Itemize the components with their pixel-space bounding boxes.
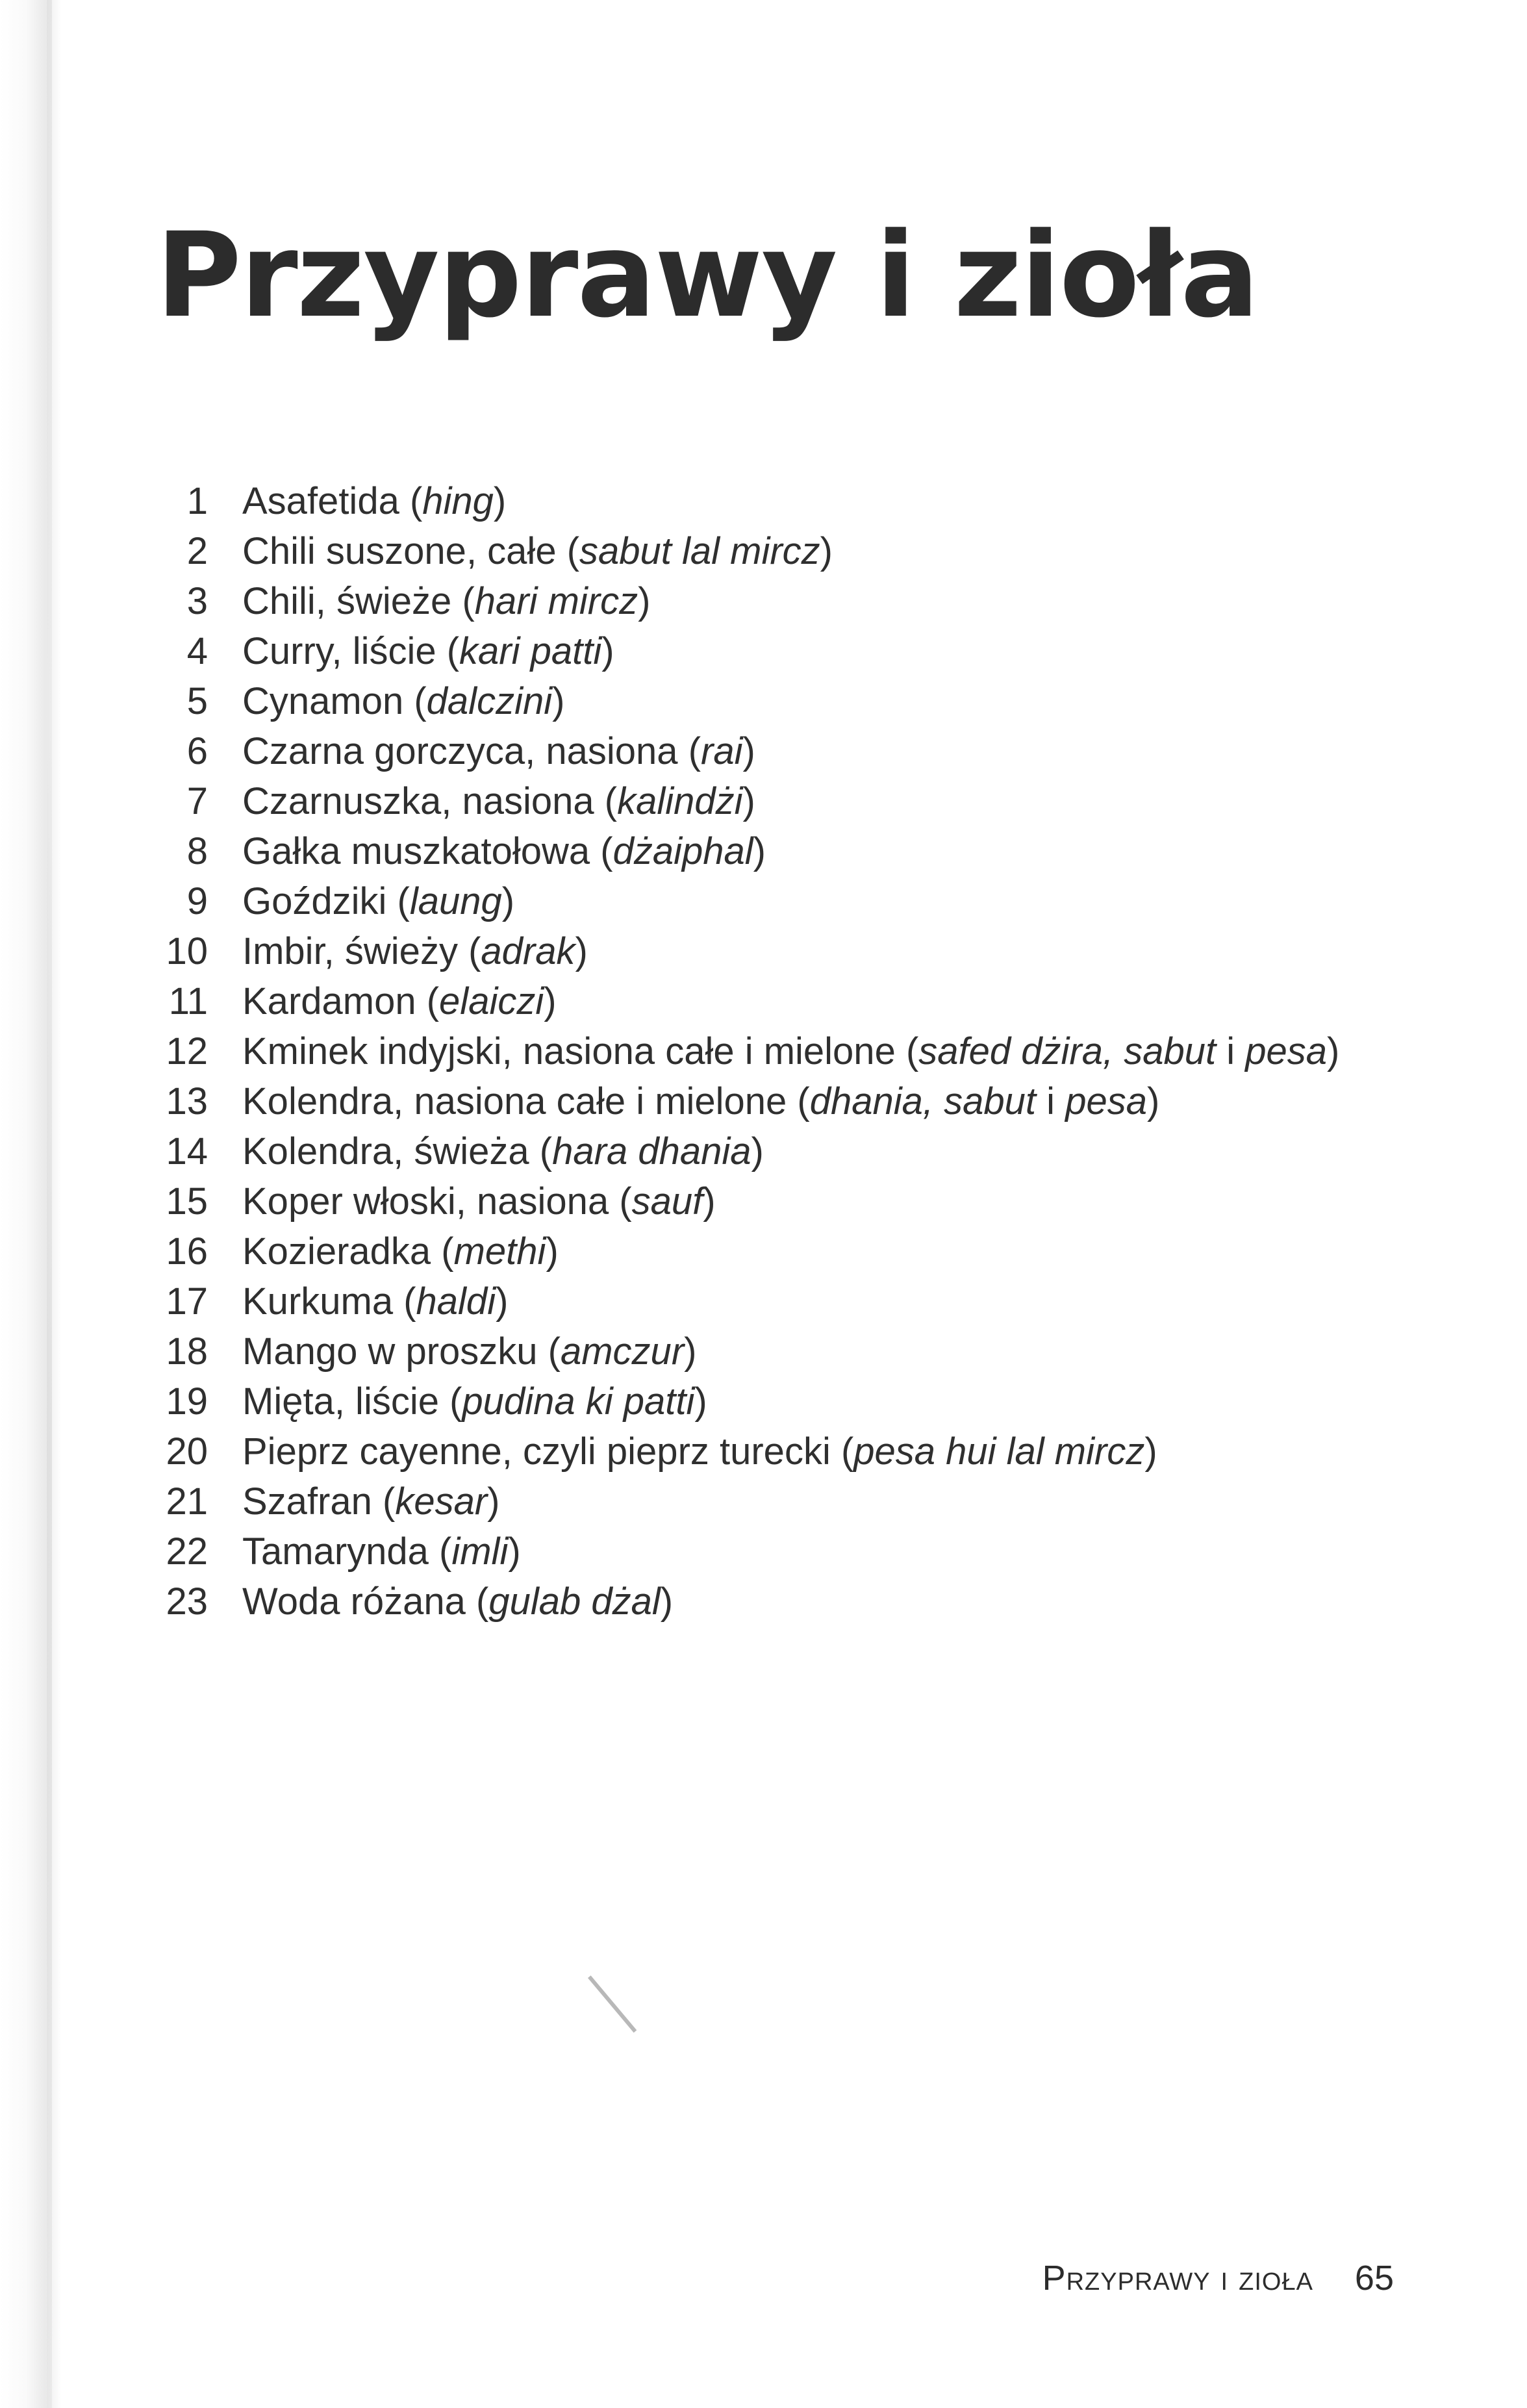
list-item bbox=[143, 976, 1377, 1026]
item-number: 4 bbox=[186, 630, 208, 672]
item-local-name: imli bbox=[451, 1530, 509, 1573]
list-item bbox=[143, 476, 1377, 526]
item-number: 14 bbox=[166, 1130, 208, 1172]
list-item bbox=[143, 1026, 1377, 1076]
list-item bbox=[143, 626, 1377, 676]
item-name: Tamarynda bbox=[242, 1530, 429, 1573]
item-number: 20 bbox=[166, 1430, 208, 1473]
list-item bbox=[143, 876, 1377, 926]
item-local-name: haldi bbox=[416, 1280, 496, 1323]
item-number: 5 bbox=[186, 680, 208, 722]
item-local-name: kalindżi bbox=[617, 780, 743, 822]
item-joiner: i bbox=[1226, 1030, 1235, 1072]
item-text: Czarna gorczyca, nasiona (rai) bbox=[242, 730, 755, 772]
item-name: Mięta, liście bbox=[242, 1380, 439, 1423]
item-local-name: dżaiphal bbox=[612, 830, 753, 872]
item-number: 12 bbox=[166, 1030, 208, 1072]
spice-list bbox=[143, 476, 1377, 1627]
item-number: 9 bbox=[186, 880, 208, 922]
item-number: 10 bbox=[166, 930, 208, 972]
item-name: Kurkuma bbox=[242, 1280, 394, 1323]
item-number: 21 bbox=[166, 1480, 208, 1523]
item-number: 23 bbox=[166, 1580, 208, 1623]
item-name: Kminek indyjski, nasiona całe i mielone bbox=[242, 1030, 896, 1072]
item-text: Mango w proszku (amczur) bbox=[242, 1330, 697, 1373]
item-name: Czarna gorczyca, nasiona bbox=[242, 730, 678, 772]
item-local-name: amczur bbox=[560, 1330, 685, 1373]
item-text: Chili suszone, całe (sabut lal mircz) bbox=[242, 530, 833, 572]
item-text: Imbir, świeży (adrak) bbox=[242, 930, 588, 972]
item-text: Asafetida (hing) bbox=[242, 480, 507, 522]
item-local-name: sabut lal mircz bbox=[579, 530, 820, 572]
item-name: Kolendra, nasiona całe i mielone bbox=[242, 1080, 787, 1122]
item-number: 18 bbox=[166, 1330, 208, 1373]
item-local-name: dalczini bbox=[426, 680, 553, 722]
list-item bbox=[143, 1527, 1377, 1577]
item-local-name: safed dżira, sabut bbox=[918, 1030, 1217, 1072]
item-text: Curry, liście (kari patti) bbox=[242, 630, 614, 672]
item-name: Curry, liście bbox=[242, 630, 436, 672]
item-name: Goździki bbox=[242, 880, 387, 922]
item-number: 15 bbox=[166, 1180, 208, 1223]
list-item bbox=[143, 1577, 1377, 1627]
item-text: Chili, świeże (hari mircz) bbox=[242, 580, 651, 622]
item-local-name: hari mircz bbox=[474, 580, 638, 622]
list-item bbox=[143, 1476, 1377, 1527]
item-number: 16 bbox=[166, 1230, 208, 1273]
item-text: Tamarynda (imli) bbox=[242, 1530, 521, 1573]
list-item bbox=[143, 1326, 1377, 1376]
item-local-name: pesa bbox=[1245, 1030, 1328, 1072]
item-number: 11 bbox=[168, 980, 208, 1022]
item-local-name: adrak bbox=[481, 930, 575, 972]
item-name: Pieprz cayenne, czyli pieprz turecki bbox=[242, 1430, 831, 1473]
item-text: Koper włoski, nasiona (sauf) bbox=[242, 1180, 716, 1223]
item-name: Kozieradka bbox=[242, 1230, 431, 1273]
list-item bbox=[143, 726, 1377, 776]
item-local-name: pesa hui lal mircz bbox=[853, 1430, 1145, 1473]
item-name: Kolendra, świeża bbox=[242, 1130, 529, 1172]
item-text: Cynamon (dalczini) bbox=[242, 680, 565, 722]
item-text: Mięta, liście (pudina ki patti) bbox=[242, 1380, 707, 1423]
item-name: Asafetida bbox=[242, 480, 399, 522]
item-local-name: methi bbox=[453, 1230, 546, 1273]
item-name: Chili suszone, całe bbox=[242, 530, 557, 572]
item-number: 7 bbox=[186, 780, 208, 822]
item-local-name: hara dhania bbox=[552, 1130, 751, 1172]
item-text: Pieprz cayenne, czyli pieprz turecki (pesa hui lal mircz) bbox=[242, 1430, 1157, 1473]
item-text: Woda różana (gulab dżal) bbox=[242, 1580, 674, 1623]
item-local-name: kesar bbox=[395, 1480, 488, 1523]
item-text: Kurkuma (haldi) bbox=[242, 1280, 509, 1323]
item-text: Kminek indyjski, nasiona całe i mielone (safed dżira, sabut i pesa) bbox=[242, 1030, 1340, 1072]
item-text: Szafran (kesar) bbox=[242, 1480, 500, 1523]
item-text: Gałka muszkatołowa (dżaiphal) bbox=[242, 830, 766, 872]
item-name: Imbir, świeży bbox=[242, 930, 458, 972]
list-item bbox=[143, 1426, 1377, 1476]
item-number: 13 bbox=[166, 1080, 208, 1122]
item-name: Kardamon bbox=[242, 980, 416, 1022]
item-text: Kozieradka (methi) bbox=[242, 1230, 559, 1273]
item-name: Szafran bbox=[242, 1480, 372, 1523]
list-item bbox=[143, 1376, 1377, 1426]
item-name: Gałka muszkatołowa bbox=[242, 830, 590, 872]
item-number: 2 bbox=[186, 530, 208, 572]
item-local-name: elaiczi bbox=[439, 980, 544, 1022]
list-item bbox=[143, 676, 1377, 726]
running-head: Przyprawy i zioła bbox=[1042, 2259, 1313, 2298]
item-local-name: gulab dżal bbox=[488, 1580, 661, 1623]
list-item bbox=[143, 1226, 1377, 1276]
item-number: 8 bbox=[186, 830, 208, 872]
item-number: 17 bbox=[166, 1280, 208, 1323]
item-name: Woda różana bbox=[242, 1580, 466, 1623]
list-item bbox=[143, 1276, 1377, 1326]
item-number: 6 bbox=[186, 730, 208, 772]
list-item bbox=[143, 826, 1377, 876]
item-name: Czarnuszka, nasiona bbox=[242, 780, 594, 822]
list-item bbox=[143, 576, 1377, 626]
list-item bbox=[143, 1076, 1377, 1126]
item-text: Goździki (laung) bbox=[242, 880, 515, 922]
item-local-name: dhania, sabut bbox=[809, 1080, 1037, 1122]
item-name: Mango w proszku bbox=[242, 1330, 538, 1373]
item-local-name: hing bbox=[422, 480, 494, 522]
item-local-name: pesa bbox=[1065, 1080, 1147, 1122]
item-local-name: kari patti bbox=[459, 630, 602, 672]
list-item bbox=[143, 1126, 1377, 1176]
gutter-line bbox=[47, 0, 52, 2408]
item-text: Kolendra, świeża (hara dhania) bbox=[242, 1130, 764, 1172]
item-name: Chili, świeże bbox=[242, 580, 452, 622]
book-spine-shadow bbox=[0, 0, 62, 2408]
item-local-name: laung bbox=[409, 880, 502, 922]
item-number: 19 bbox=[166, 1380, 208, 1423]
item-text: Kolendra, nasiona całe i mielone (dhania, sabut i pesa) bbox=[242, 1080, 1160, 1122]
item-local-name: rai bbox=[701, 730, 743, 772]
item-local-name: pudina ki patti bbox=[462, 1380, 695, 1423]
item-name: Koper włoski, nasiona bbox=[242, 1180, 609, 1223]
page-title: Przyprawy i zioła bbox=[156, 208, 1258, 344]
item-number: 1 bbox=[186, 480, 208, 522]
item-local-name: sauf bbox=[631, 1180, 703, 1223]
item-number: 22 bbox=[166, 1530, 208, 1573]
item-name: Cynamon bbox=[242, 680, 404, 722]
item-joiner: i bbox=[1046, 1080, 1055, 1122]
item-text: Kardamon (elaiczi) bbox=[242, 980, 557, 1022]
list-item bbox=[143, 1176, 1377, 1226]
stray-pen-mark bbox=[588, 1975, 637, 2033]
page-footer bbox=[1042, 2261, 1394, 2296]
list-item bbox=[143, 526, 1377, 576]
page-number: 65 bbox=[1354, 2259, 1394, 2298]
item-text: Czarnuszka, nasiona (kalindżi) bbox=[242, 780, 755, 822]
list-item bbox=[143, 926, 1377, 976]
item-number: 3 bbox=[186, 580, 208, 622]
list-item bbox=[143, 776, 1377, 826]
